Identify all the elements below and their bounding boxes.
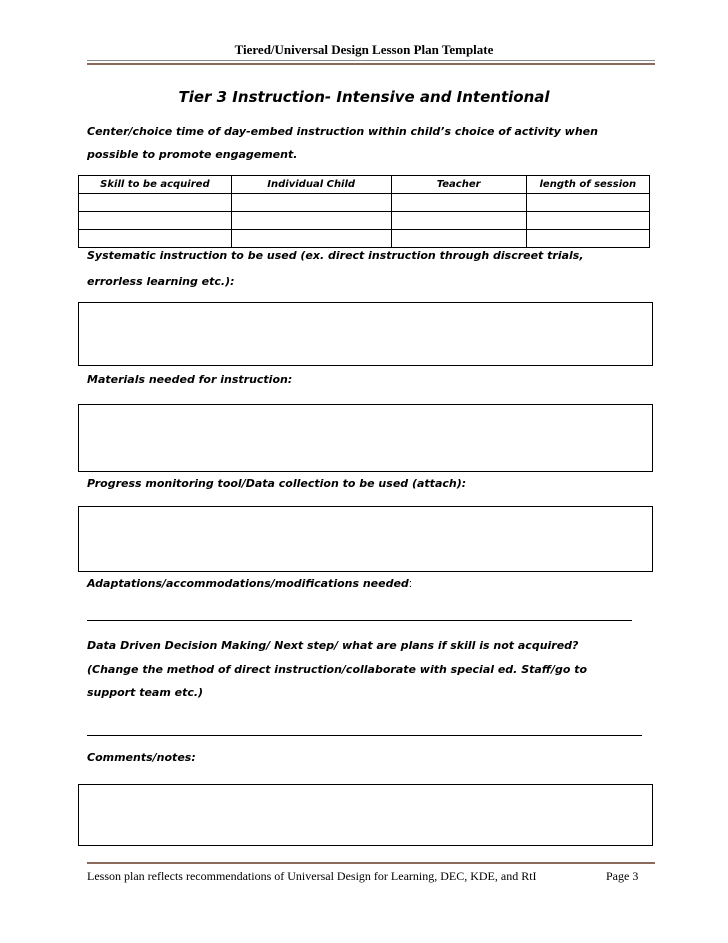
adaptations-answer-line[interactable] — [87, 620, 632, 622]
column-header-skill: Skill to be acquired — [79, 176, 232, 194]
table-cell[interactable] — [526, 194, 649, 212]
footer-text: Lesson plan reflects recommendations of Universal Design for Learning, DEC, KDE, and RtI — [87, 869, 537, 883]
header-rule-thick — [87, 63, 655, 65]
page-number: Page 3 — [606, 869, 639, 883]
table-cell[interactable] — [79, 212, 232, 230]
table-row — [79, 212, 650, 230]
adaptations-text: Adaptations/accommodations/modifications needed — [87, 577, 409, 590]
data-driven-line-3: support team etc.) — [87, 686, 204, 699]
table-cell[interactable] — [231, 212, 391, 230]
column-header-child: Individual Child — [231, 176, 391, 194]
table-cell[interactable] — [391, 194, 526, 212]
column-header-teacher: Teacher — [391, 176, 526, 194]
comments-box[interactable] — [78, 784, 653, 846]
systematic-instruction-line-1: Systematic instruction to be used (ex. direct instruction through discreet trials, — [87, 249, 584, 262]
comments-label: Comments/notes: — [87, 751, 196, 764]
systematic-instruction-line-2: errorless learning etc.): — [87, 275, 235, 288]
adaptations-label — [87, 572, 652, 596]
data-driven-line-2: (Change the method of direct instruction/collaborate with special ed. Staff/go to — [87, 663, 588, 676]
page-header-title: Tiered/Universal Design Lesson Plan Template — [234, 42, 494, 57]
progress-monitoring-label: Progress monitoring tool/Data collection to be used (attach): — [87, 477, 467, 490]
materials-label: Materials needed for instruction: — [87, 373, 293, 386]
header-rule — [87, 60, 655, 61]
intro-line-1: Center/choice time of day-embed instruction within child’s choice of activity when — [87, 125, 598, 138]
table-cell[interactable] — [79, 194, 232, 212]
systematic-instruction-box[interactable] — [78, 302, 653, 366]
materials-box[interactable] — [78, 404, 653, 472]
footer-rule — [87, 862, 655, 864]
progress-monitoring-box[interactable] — [78, 506, 653, 572]
adaptations-colon: : — [408, 578, 412, 590]
tier-heading: Tier 3 Instruction- Intensive and Intentional — [178, 88, 550, 106]
table-row — [79, 194, 650, 212]
intro-line-2: possible to promote engagement. — [87, 148, 298, 161]
table-cell[interactable] — [231, 194, 391, 212]
data-driven-answer-line[interactable] — [87, 735, 642, 736]
table-cell[interactable] — [526, 212, 649, 230]
column-header-session-length: length of session — [526, 176, 649, 194]
table-header-row — [79, 176, 650, 194]
skill-table — [78, 175, 650, 248]
table-cell[interactable] — [391, 212, 526, 230]
data-driven-line-1: Data Driven Decision Making/ Next step/ what are plans if skill is not acquired? — [87, 639, 579, 652]
